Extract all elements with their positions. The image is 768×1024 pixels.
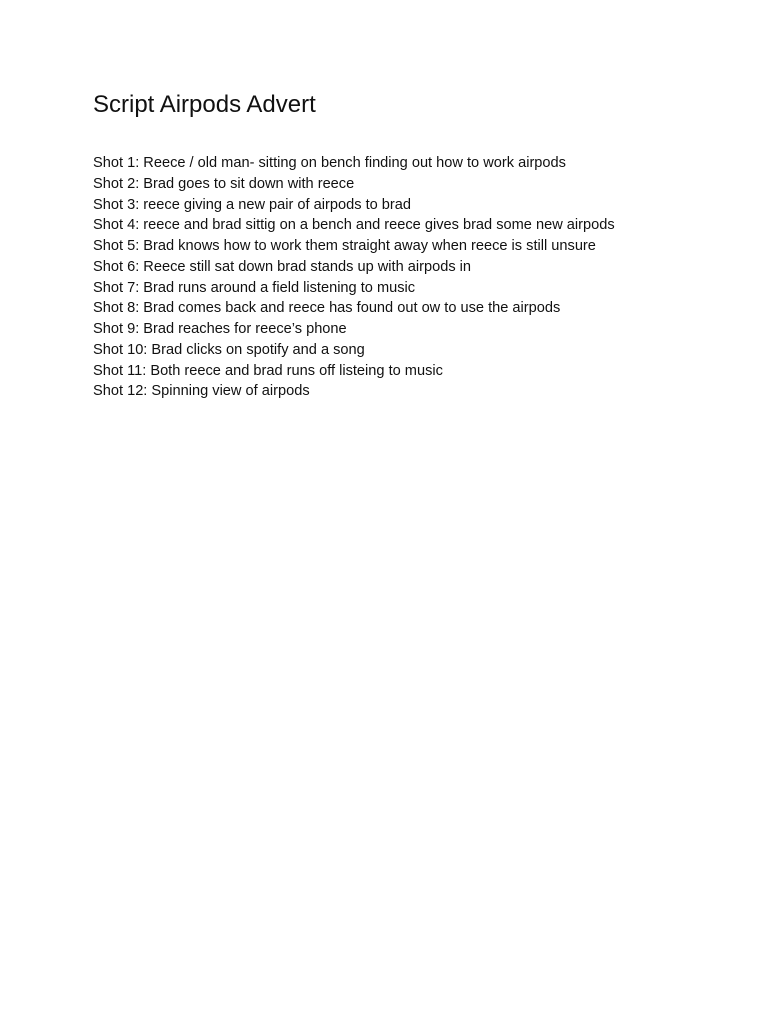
- shot-line-6: Shot 6: Reece still sat down brad stands up with airpods in: [93, 258, 472, 275]
- shot-line-3: Shot 3: reece giving a new pair of airpods to brad: [93, 196, 412, 213]
- shot-line-11: Shot 11: Both reece and brad runs off listeing to music: [93, 362, 443, 379]
- shot-line-5: Shot 5: Brad knows how to work them straight away when reece is still unsure: [93, 238, 596, 254]
- shot-line-12: Shot 12: Spinning view of airpods: [93, 383, 310, 400]
- shot-line-2: Shot 2: Brad goes to sit down with reece: [93, 175, 355, 192]
- shot-line-10: Shot 10: Brad clicks on spotify and a song: [93, 341, 365, 358]
- shot-list: [93, 153, 693, 402]
- shot-line-1: Shot 1: Reece / old man- sitting on bench finding out how to work airpods: [93, 155, 566, 171]
- shot-line-8: Shot 8: Brad comes back and reece has found out ow to use the airpods: [93, 300, 561, 317]
- shot-line-4: Shot 4: reece and brad sittig on a bench and reece gives brad some new airpods: [93, 217, 615, 234]
- document-title: Script Airpods Advert: [93, 91, 316, 118]
- shot-line-9: Shot 9: Brad reaches for reece’s phone: [93, 321, 347, 337]
- shot-line-7: Shot 7: Brad runs around a field listening to music: [93, 279, 416, 296]
